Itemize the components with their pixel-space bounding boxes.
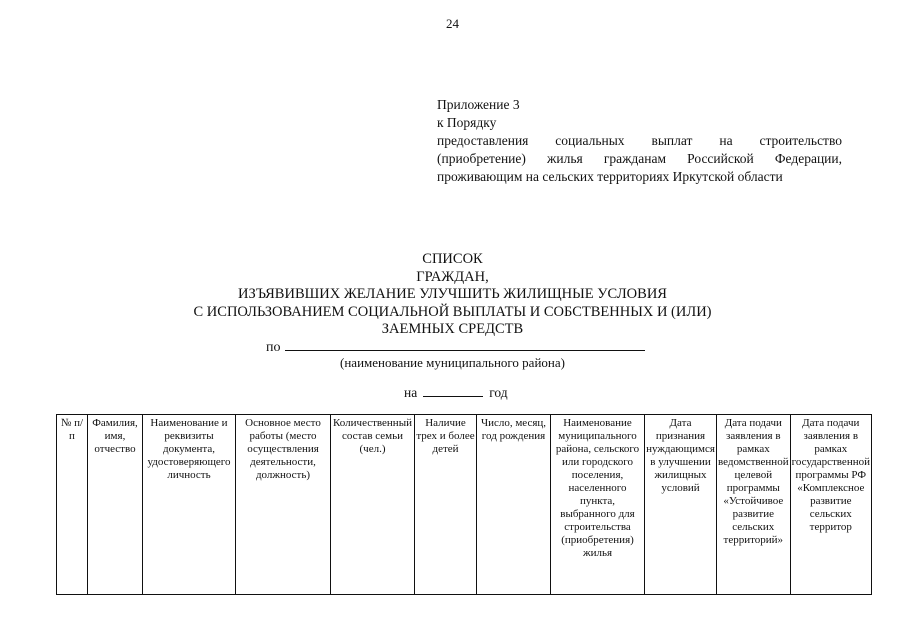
district-blank [285,337,645,351]
page-number: 24 [446,16,459,31]
table-header-row [57,415,872,595]
header-id-document: Наименование и реквизиты документа, удостоверяющего личность [143,415,236,595]
po-label: по [266,340,281,355]
header-departmental-program-date: Дата подачи заявления в рамках ведомственной целевой программы «Устойчивое развитие сельских территорий» [717,415,791,595]
na-label: на [404,385,418,400]
appendix-line: проживающим на сельских территориях Иркутской области [437,169,783,184]
title-line: С ИСПОЛЬЗОВАНИЕМ СОЦИАЛЬНОЙ ВЫПЛАТЫ И СОБСТВЕННЫХ И (ИЛИ) [193,303,712,320]
title-line: СПИСОК [422,251,483,267]
header-three-children: Наличие трех и более детей [415,415,477,595]
appendix-line: (приобретение) жилья гражданам Российской Федерации, [437,151,842,166]
appendix-line: предоставления социальных выплат на строительство [437,133,842,148]
document-title [0,251,905,339]
header-workplace: Основное место работы (место осуществления деятельности, должность) [236,415,331,595]
header-full-name: Фамилия, имя, отчество [88,415,143,595]
title-line: ИЗЪЯВИВШИХ ЖЕЛАНИЕ УЛУЧШИТЬ ЖИЛИЩНЫЕ УСЛОВИЯ [238,286,667,302]
appendix-line: Приложение 3 [437,97,520,112]
year-blank [423,384,483,397]
header-state-program-date: Дата подачи заявления в рамках государственной программы РФ «Комплексное развитие сельских территор [790,415,871,595]
appendix-header [437,96,842,186]
appendix-line: к Порядку [437,115,497,130]
citizens-table [56,414,872,595]
district-line [266,337,645,356]
date-line [404,384,508,401]
district-hint: (наименование муниципального района) [340,355,565,370]
title-line: ГРАЖДАН, [416,268,489,285]
header-family-size: Количественный состав семьи (чел.) [331,415,415,595]
year-label: год [489,385,508,400]
header-birth-date: Число, месяц, год рождения [477,415,551,595]
header-need-date: Дата признания нуждающимся в улучшении жилищных условий [645,415,717,595]
header-number: № п/п [57,415,88,595]
title-line: ЗАЕМНЫХ СРЕДСТВ [381,321,524,337]
header-municipality: Наименование муниципального района, сельского или городского поселения, населенного пункта, выбранного для строительства (приобретения) жилья [551,415,645,595]
